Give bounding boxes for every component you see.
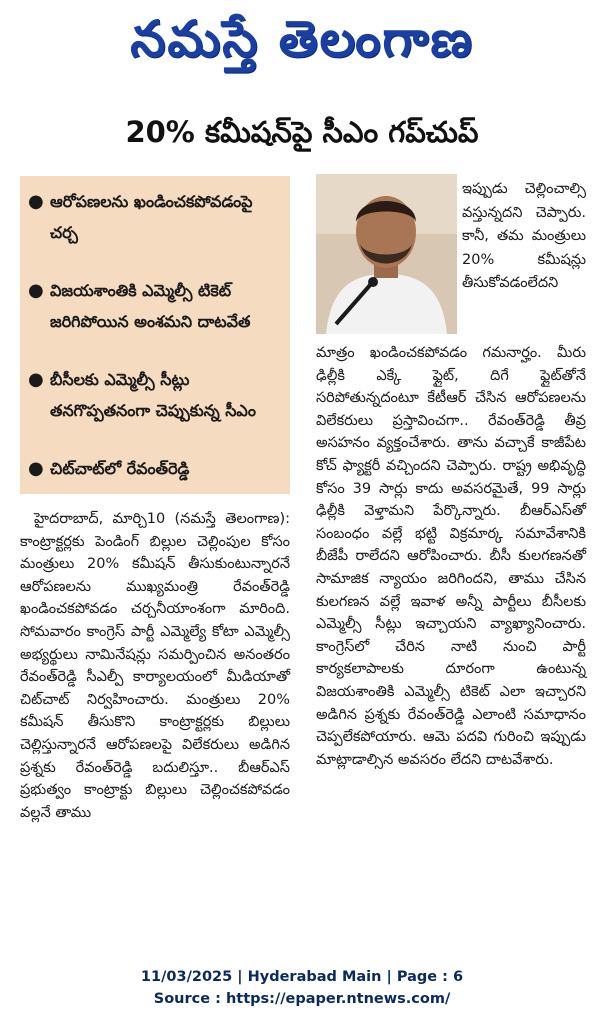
article-headline: 20% కమీషన్‌పై సీఎం గప్‌చుప్ <box>125 115 479 149</box>
highlights-box <box>20 176 290 494</box>
page-footer <box>0 966 604 1010</box>
bullet-icon: ● <box>28 280 44 301</box>
highlight-text: చిట్‌చాట్‌లో రేవంత్‌రెడ్డి <box>50 459 190 478</box>
article-body-right-top: ఇప్పుడు చెల్లించాల్సి వస్తున్నదని చెప్పారు. కానీ, తమ మంత్రులు 20% కమీషన్లు తీసుకోవడంలేదని <box>462 181 586 291</box>
article-body-left: హైదరాబాద్, మార్చి10 (నమస్తే తెలంగాణ): కాంట్రాక్టర్లకు పెండింగ్ బిల్లుల చెల్లింపుల కోసం మంత్రులు 20% కమీషన్ తీసుకుంటున్నారనే ఆరోపణలను ముఖ్యమంత్రి రేవంత్‌రెడ్డి ఖండించకపోవడం చర్చనీయాంశంగా మారింది. సోమవారం కాంగ్రెస్ పార్టీ ఎమ్మెల్యే కోటా ఎమ్మెల్సీ అభ్యర్థులు నామినేషన్లు సమర్పించిన అనంతరం రేవంత్‌రెడ్డి సీఎల్పీ కార్యాలయంలో మీడియాతో చిట్‌చాట్ నిర్వహించారు. మంత్రులు 20% కమీషన్ తీసుకొని కాంట్రాక్టర్లకు బిల్లులు చెల్లిస్తున్నారనే ఆరోపణలపై విలేకరులు అడిగిన ప్రశ్నకు రేవంత్‌రెడ్డి బదులిస్తూ.. బీఆర్ఎస్ ప్రభుత్వం కాంట్రాక్టు బిల్లులు చెల్లించకపోవడం వల్లనే తాము <box>20 511 290 821</box>
source-link[interactable]: Source : https://epaper.ntnews.com/ <box>153 991 451 1007</box>
highlight-item <box>28 186 282 248</box>
bullet-icon: ● <box>28 191 44 212</box>
highlight-item <box>28 275 282 337</box>
highlight-text: ఆరోపణలను ఖండించకపోవడంపై చర్చ <box>50 192 253 242</box>
newspaper-masthead: నమస్తే తెలంగాణ <box>130 9 474 68</box>
bullet-icon: ● <box>28 458 44 479</box>
highlight-item <box>28 364 282 426</box>
highlight-text: బీసీలకు ఎమ్మెల్సీ సీట్లు తనగొప్పతనంగా చెప్పుకున్న సీఎం <box>50 370 256 420</box>
highlight-text: విజయశాంతికి ఎమ్మెల్సీ టికెట్ జరిగిపోయిన అంశమని దాటవేత <box>50 281 251 331</box>
portrait-icon <box>316 174 457 334</box>
article-photo <box>316 174 457 334</box>
highlight-item <box>28 453 282 484</box>
bullet-icon: ● <box>28 369 44 390</box>
edition-info: 11/03/2025 | Hyderabad Main | Page : 6 <box>140 969 464 985</box>
article-body-right: మాత్రం ఖండించకపోవడం గమనార్హం. మీరు ఢిల్లీకి ఎక్కే ఫ్లైట్, దిగే ఫ్లైట్‌తోనే సరిపోతున్నదంటూ కేటీఆర్ చేసిన ఆరోపణలను విలేకరులు ప్రస్తావించగా.. రేవంత్‌రెడ్డి తీవ్ర అసహనం వ్యక్తంచేశారు. తాను వచ్చాకే కాజీపేట కోచ్ ఫ్యాక్టరీ వచ్చిందని చెప్పారు. రాష్ట్ర అభివృద్ధి కోసం 39 సార్లు కాదు అవసరమైతే, 99 సార్లు ఢిల్లీకి వెళ్తామని పేర్కొన్నారు. బీఆర్ఎస్‌తో సంబంధం వల్లే భట్టి విక్రమార్క సమావేశానికి బీజేపీ రాలేదని ఆరోపించారు. బీసీ కులగణనతో సామాజిక న్యాయం జరిగిందని, తాము చేసిన కులగణన వల్లే ఇవాళ అన్నీ పార్టీలు బీసీలకు ఎమ్మెల్సీ సీట్లు ఇచ్చాయని వ్యాఖ్యానించారు. కాంగ్రెస్‌లో చేరిన నాటి నుంచి పార్టీ కార్యకలాపాలకు దూరంగా ఉంటున్న విజయశాంతికి ఎమ్మెల్సీ టికెట్ ఎలా ఇచ్చారని అడిగిన ప్రశ్నకు రేవంత్‌రెడ్డి ఎలాంటి సమాధానం చెప్పలేకపోయారు. ఆమె పదవి గురించి ఇప్పుడు మాట్లాడాల్సిన అవసరం లేదని దాటవేశారు. <box>316 345 586 768</box>
